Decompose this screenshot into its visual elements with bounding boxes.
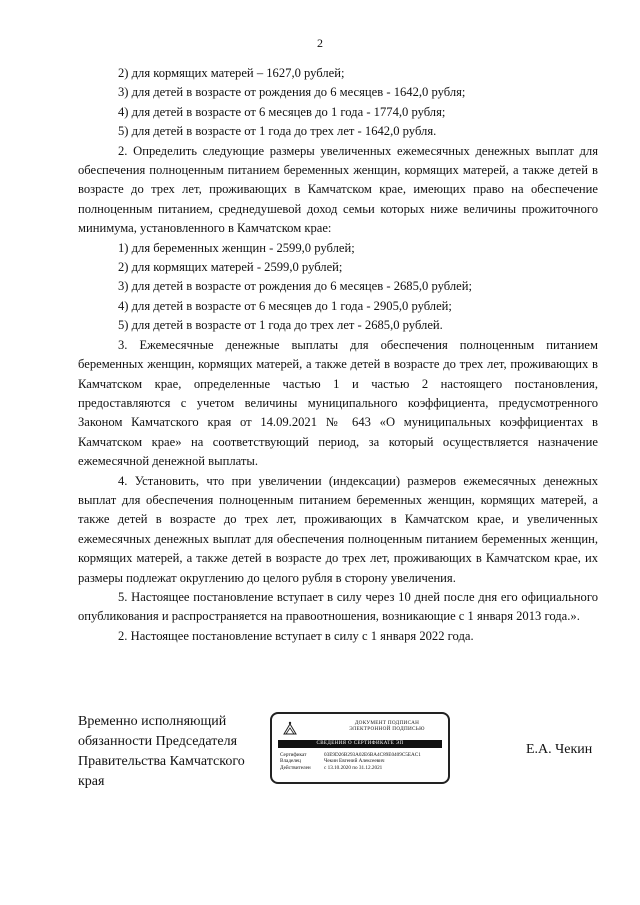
list-item: 4) для детей в возрасте от 6 месяцев до 1 года - 2905,0 рублей; <box>118 298 452 313</box>
paragraph-4: 4. Установить, что при увеличении (индексации) размеров ежемесячных денежных выплат для обеспечения полноценным питанием беременных женщин, кормящих матерей, а также детей в возрасте до трех лет, проживающих в Камчатском крае, и увеличенных ежемесячных денежных выплат для обеспечения полноценным питанием беременных женщин, кормящих матерей, а также детей в возрасте до трех лет, проживающих в Камчатском крае, их размеры подлежат округлению до целого рубля в сторону увеличения. <box>78 473 598 585</box>
list-item: 2) для кормящих матерей - 2599,0 рублей; <box>118 260 343 275</box>
document-body <box>78 64 598 646</box>
paragraph-5: 5. Настоящее постановление вступает в силу через 10 дней после дня его официального опубликования и распространяется на правоотношения, возникающие с 1 января 2013 года.». <box>78 589 598 624</box>
page-number: 2 <box>317 36 323 50</box>
signatory-position-line: Правительства Камчатского <box>78 754 245 769</box>
stamp-title: ДОКУМЕНТ ПОДПИСАН ЭЛЕКТРОННОЙ ПОДПИСЬЮ <box>349 720 425 733</box>
list-item: 5) для детей в возрасте от 1 года до трех лет - 2685,0 рублей. <box>118 318 443 333</box>
stamp-row: Владелец Чекин Евгений Алексеевич <box>280 758 385 765</box>
paragraph-final: 2. Настоящее постановление вступает в силу с 1 января 2022 года. <box>118 628 474 643</box>
list-item: 4) для детей в возрасте от 6 месяцев до 1 года - 1774,0 рубля; <box>118 104 446 119</box>
list-item: 3) для детей в возрасте от рождения до 6 месяцев - 1642,0 рубля; <box>118 85 466 100</box>
stamp-row: Действителен с 13.10.2020 по 31.12.2021 <box>280 764 383 771</box>
list-item: 2) для кормящих матерей – 1627,0 рублей; <box>118 66 345 80</box>
stamp-row: Сертификат 03E9D26B293A02E6BA4C89E0409C5EAC1 <box>280 752 421 758</box>
signatory-name: Е.А. Чекин <box>526 742 593 757</box>
paragraph-2: 2. Определить следующие размеры увеличенных ежемесячных денежных выплат для обеспечения полноценным питанием беременных женщин, кормящих матерей, а также детей в возрасте до трех лет, проживающих в Камчатском крае, имеющих право на обеспечение полноценным питанием, среднедушевой доход семьи которых ниже величины прожиточного минимума, установленного в Камчатском крае: <box>78 143 598 236</box>
list-item: 3) для детей в возрасте от рождения до 6 месяцев - 2685,0 рублей; <box>118 279 472 294</box>
stamp-certificate-header: СВЕДЕНИЯ О СЕРТИФИКАТЕ ЭП <box>278 740 442 748</box>
signatory-position-line: Временно исполняющий <box>78 714 227 729</box>
electronic-signature-stamp <box>270 712 450 784</box>
signatory-position <box>78 712 278 792</box>
list-item: 5) для детей в возрасте от 1 года до трех лет - 1642,0 рубля. <box>118 124 437 139</box>
signatory-position-line: края <box>78 774 105 789</box>
paragraph-3: 3. Ежемесячные денежные выплаты для обеспечения полноценным питанием беременных женщин, кормящих матерей, а также детей в возрасте до трех лет, проживающих в Камчатском крае, определенные частью 1 и частью 2 настоящего постановления, предоставляются с учетом величины муниципального коэффициента, предусмотренного Законом Камчатского края от 14.09.2021 № 643 «О муниципальных коэффициентах в Камчатском крае» на соответствующий период, за который осуществляется назначение ежемесячной денежной выплаты. <box>78 337 598 469</box>
emblem-icon <box>282 720 298 736</box>
stamp-details <box>280 752 442 771</box>
signatory-position-line: обязанности Председателя <box>78 734 238 749</box>
list-item: 1) для беременных женщин - 2599,0 рублей; <box>118 240 355 255</box>
